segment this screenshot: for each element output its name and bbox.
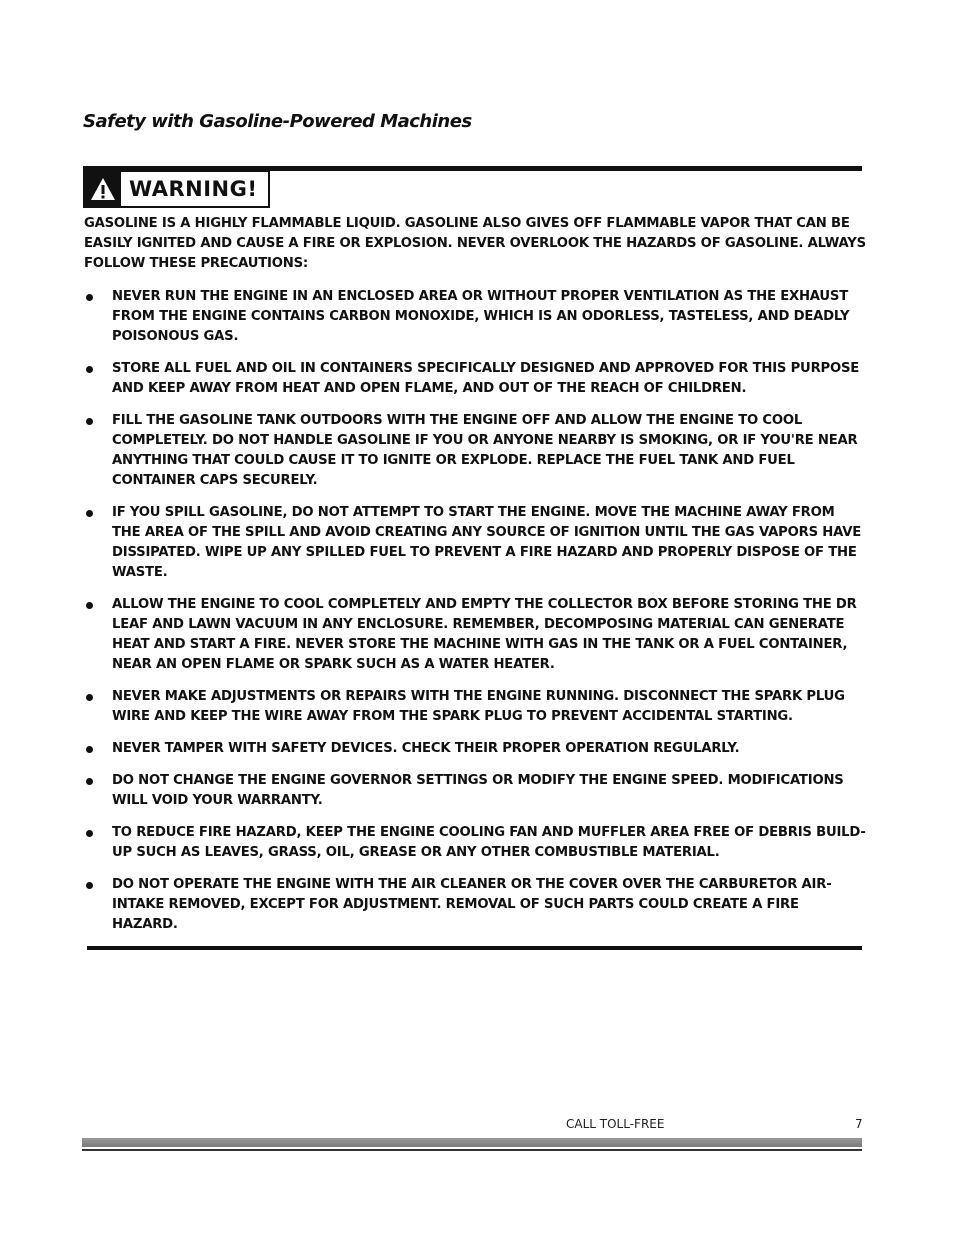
bullet-icon bbox=[86, 882, 93, 889]
list-item bbox=[84, 359, 866, 399]
footer-bar bbox=[82, 1138, 862, 1147]
precaution-list bbox=[84, 287, 866, 935]
list-item-text: DO NOT CHANGE THE ENGINE GOVERNOR SETTINGS OR MODIFY THE ENGINE SPEED. MODIFICATIONS WILL VOID YOUR WARRANTY. bbox=[112, 773, 844, 808]
footer-line bbox=[82, 1149, 862, 1151]
list-item-text: NEVER MAKE ADJUSTMENTS OR REPAIRS WITH THE ENGINE RUNNING. DISCONNECT THE SPARK PLUG WIRE AND KEEP THE WIRE AWAY FROM THE SPARK PLUG TO PREVENT ACCIDENTAL STARTING. bbox=[112, 689, 845, 724]
footer-call-toll-free: CALL TOLL-FREE bbox=[566, 1117, 665, 1131]
bullet-icon bbox=[86, 830, 93, 837]
bullet-icon bbox=[86, 746, 93, 753]
list-item bbox=[84, 411, 866, 491]
warning-label: WARNING! bbox=[129, 177, 258, 201]
list-item bbox=[84, 687, 866, 727]
list-item bbox=[84, 595, 866, 675]
page-title: Safety with Gasoline-Powered Machines bbox=[83, 111, 472, 132]
list-item bbox=[84, 875, 866, 935]
list-item-text: NEVER TAMPER WITH SAFETY DEVICES. CHECK THEIR PROPER OPERATION REGULARLY. bbox=[112, 741, 740, 756]
list-item bbox=[84, 287, 866, 347]
bullet-icon bbox=[86, 778, 93, 785]
list-item-text: ALLOW THE ENGINE TO COOL COMPLETELY AND EMPTY THE COLLECTOR BOX BEFORE STORING THE DR LEAF AND LAWN VACUUM IN ANY ENCLOSURE. REMEMBER, DECOMPOSING MATERIAL CAN GENERATE HEAT AND START A FIRE. NEVER STORE THE MACHINE WITH GAS IN THE TANK OR A FUEL CONTAINER, NEAR AN OPEN FLAME OR SPARK SUCH AS A WATER HEATER. bbox=[112, 597, 857, 672]
list-item bbox=[84, 503, 866, 583]
list-item-text: TO REDUCE FIRE HAZARD, KEEP THE ENGINE COOLING FAN AND MUFFLER AREA FREE OF DEBRIS BUILD-UP SUCH AS LEAVES, GRASS, OIL, GREASE OR ANY OTHER COMBUSTIBLE MATERIAL. bbox=[112, 825, 866, 860]
bullet-icon bbox=[86, 694, 93, 701]
list-item bbox=[84, 823, 866, 863]
warning-header bbox=[83, 170, 270, 208]
intro-paragraph: GASOLINE IS A HIGHLY FLAMMABLE LIQUID. GASOLINE ALSO GIVES OFF FLAMMABLE VAPOR THAT CAN BE EASILY IGNITED AND CAUSE A FIRE OR EXPLOSION. NEVER OVERLOOK THE HAZARDS OF GASOLINE. ALWAYS FOLLOW THESE PRECAUTIONS: bbox=[84, 216, 866, 271]
bullet-icon bbox=[86, 602, 93, 609]
warning-triangle-icon bbox=[85, 172, 121, 206]
list-item-text: NEVER RUN THE ENGINE IN AN ENCLOSED AREA OR WITHOUT PROPER VENTILATION AS THE EXHAUST FROM THE ENGINE CONTAINS CARBON MONOXIDE, WHICH IS AN ODORLESS, TASTELESS, AND DEADLY POISONOUS GAS. bbox=[112, 289, 850, 344]
list-item bbox=[84, 771, 866, 811]
bullet-icon bbox=[86, 366, 93, 373]
list-item-text: STORE ALL FUEL AND OIL IN CONTAINERS SPECIFICALLY DESIGNED AND APPROVED FOR THIS PURPOSE AND KEEP AWAY FROM HEAT AND OPEN FLAME, AND OUT OF THE REACH OF CHILDREN. bbox=[112, 361, 860, 396]
bullet-icon bbox=[86, 510, 93, 517]
page-number: 7 bbox=[855, 1117, 863, 1131]
list-item-text: DO NOT OPERATE THE ENGINE WITH THE AIR CLEANER OR THE COVER OVER THE CARBURETOR AIR-INTAKE REMOVED, EXCEPT FOR ADJUSTMENT. REMOVAL OF SUCH PARTS COULD CREATE A FIRE HAZARD. bbox=[112, 877, 832, 932]
list-item-text: IF YOU SPILL GASOLINE, DO NOT ATTEMPT TO START THE ENGINE. MOVE THE MACHINE AWAY FROM THE AREA OF THE SPILL AND AVOID CREATING ANY SOURCE OF IGNITION UNTIL THE GAS VAPORS HAVE DISSIPATED. WIPE UP ANY SPILLED FUEL TO PREVENT A FIRE HAZARD AND PROPERLY DISPOSE OF THE WASTE. bbox=[112, 505, 862, 580]
bullet-icon bbox=[86, 294, 93, 301]
list-item-text: FILL THE GASOLINE TANK OUTDOORS WITH THE ENGINE OFF AND ALLOW THE ENGINE TO COOL COMPLETELY. DO NOT HANDLE GASOLINE IF YOU OR ANYONE NEARBY IS SMOKING, OR IF YOU'RE NEAR ANYTHING THAT COULD CAUSE IT TO IGNITE OR EXPLODE. REPLACE THE FUEL TANK AND FUEL CONTAINER CAPS SECURELY. bbox=[112, 413, 858, 488]
warning-content bbox=[84, 214, 866, 947]
bullet-icon bbox=[86, 418, 93, 425]
list-item bbox=[84, 739, 866, 759]
bottom-divider bbox=[87, 946, 862, 950]
